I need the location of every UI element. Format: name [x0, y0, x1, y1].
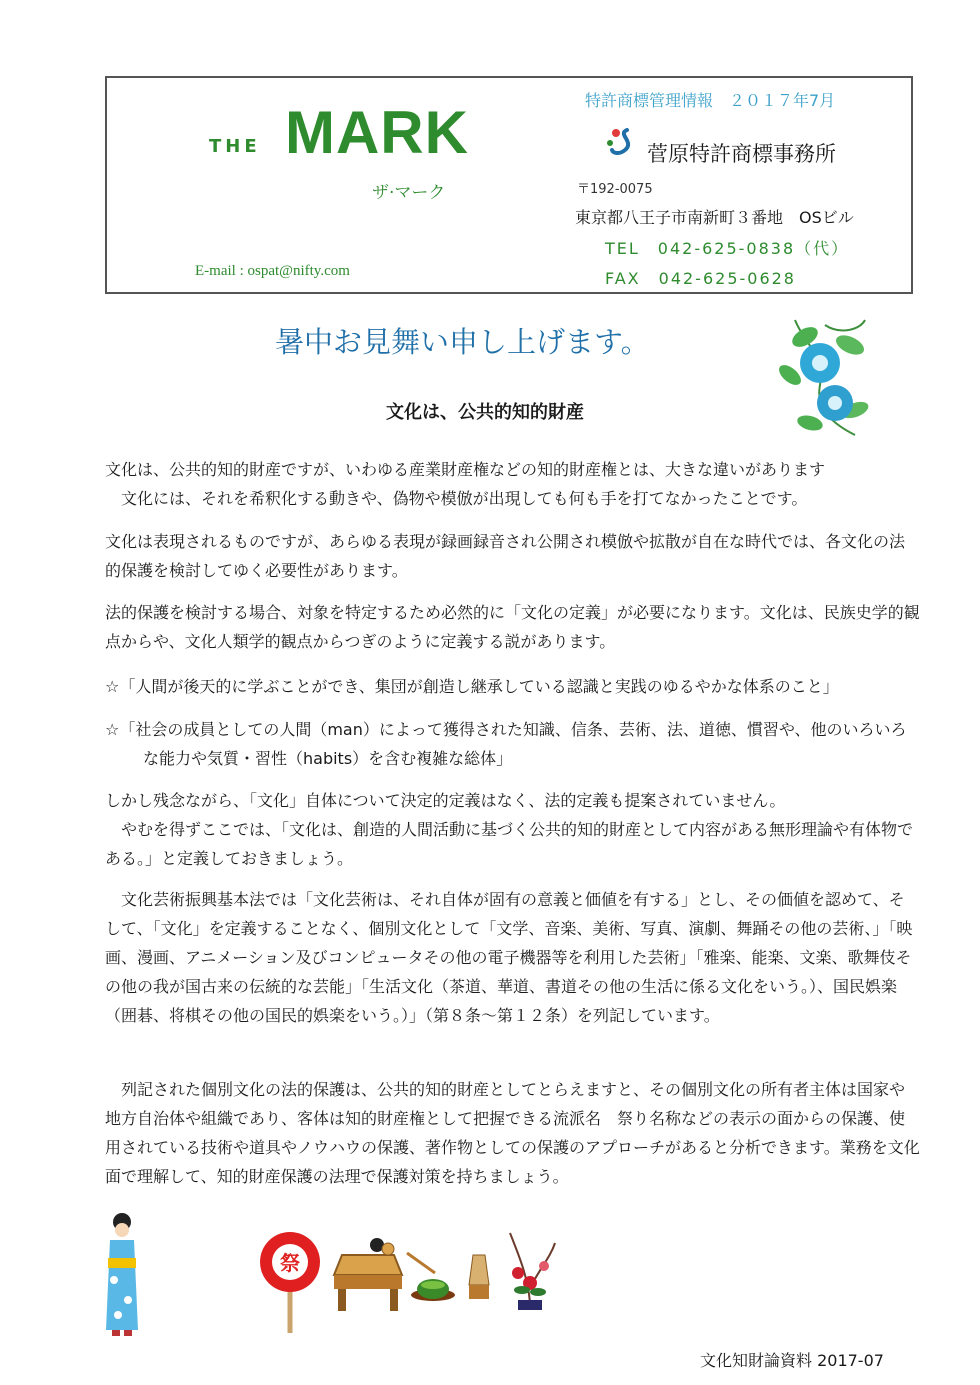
- tel-number[interactable]: TEL 042-625-0838（代）: [605, 239, 850, 258]
- paragraph-6: 文化芸術振興基本法では「文化芸術は、それ自体が固有の意義と価値を有する」とし、その価値を認めて、そして、「文化」を定義することなく、個別文化として「文学、音楽、美術、写真、演劇、舞踊その他の芸術、」「映画、漫画、アニメーション及びコンピュータその他の電子機器等を利用した芸術」「雅楽、能楽、文楽、歌舞伎その他の我が国古来の伝統的な芸能」「生活文化（茶道、華道、書道その他の生活に係る文化をいう。）、国民娯楽（囲碁、将棋その他の国民的娯楽をいう。）」（第８条～第１２条）を列記しています。: [105, 890, 913, 1025]
- definition-2: ☆「社会の成員としての人間（man）によって獲得された知識、信条、芸術、法、道徳、慣習や、他のいろいろな能力や気質・習性（habits）を含む複雑な総体」: [105, 720, 907, 768]
- fan-label: 祭: [280, 1251, 300, 1275]
- logo-mark: MARK: [285, 99, 469, 166]
- morning-glory-icon: [765, 315, 875, 440]
- fax-number: FAX 042-625-0628: [605, 269, 796, 288]
- paragraph-5: やむを得ずここでは、「文化は、創造的人間活動に基づく公共的知的財産として内容がある無形理論や有体物である。」と定義しておきましょう。: [105, 820, 914, 868]
- paragraph-3: 法的保護を検討する場合、対象を特定するため必然的に「文化の定義」が必要になります。文化は、民族史学的観点からや、文化人類学的観点からつぎのように定義する説があります。: [105, 603, 920, 651]
- newsletter-tag: 特許商標管理情報 ２０１７年7月: [585, 91, 836, 110]
- definition-1: ☆「人間が後天的に学ぶことができ、集団が創造し継承している認識と実践のゆるやかな体系のこと」: [105, 677, 839, 696]
- paragraph-1: 文化は、公共的知的財産ですが、いわゆる産業財産権などの知的財産権とは、大きな違いがあります 文化には、それを希釈化する動きや、偽物や模倣が出現しても何も手を打てなかったことです。: [105, 460, 826, 508]
- paragraph-4: しかし残念ながら、「文化」自体について決定的定義はなく、法的定義も提案されていません。: [105, 791, 786, 810]
- document-footer: 文化知財論資料 2017-07: [700, 1351, 884, 1370]
- firm-name: 菅原特許商標事務所: [647, 142, 836, 166]
- header-box: [105, 76, 913, 294]
- logo-kana: ザ·マーク: [372, 183, 446, 203]
- address: 東京都八王子市南新町３番地 OSビル: [575, 208, 854, 227]
- yukata-girl-icon: [100, 1210, 145, 1340]
- article-title: 文化は、公共的知的財産: [386, 402, 584, 423]
- postal-code: 〒192-0075: [577, 182, 653, 197]
- logo-the: THE: [209, 136, 261, 157]
- paragraph-7: 列記された個別文化の法的保護は、公共的知的財産としてとらえますと、その個別文化の所有者主体は国家や地方自治体や組織であり、客体は知的財産権として把握できる流派名 祭り名称などの表示の面からの保護、使用されている技術や道具やノウハウの保護、著作物としての保護のアプローチがあると分析できます。業務を文化面で理解して、知的財産保護の法理で保護対策を持ちましょう。: [105, 1080, 920, 1186]
- tea-set-icon: [405, 1245, 505, 1315]
- email-link[interactable]: E-mail : ospat@nifty.com: [195, 263, 350, 279]
- firm-logo-icon: [605, 126, 639, 160]
- summer-greeting: 暑中お見舞い申し上げます。: [275, 325, 650, 359]
- ikebana-icon: [500, 1228, 560, 1313]
- paragraph-2: 文化は表現されるものですが、あらゆる表現が録画録音され公開され模倣や拡散が自在な時代では、各文化の法的保護を検討してゆく必要性があります。: [105, 532, 906, 580]
- festival-fan-icon: [255, 1230, 325, 1335]
- go-board-icon: [332, 1225, 404, 1315]
